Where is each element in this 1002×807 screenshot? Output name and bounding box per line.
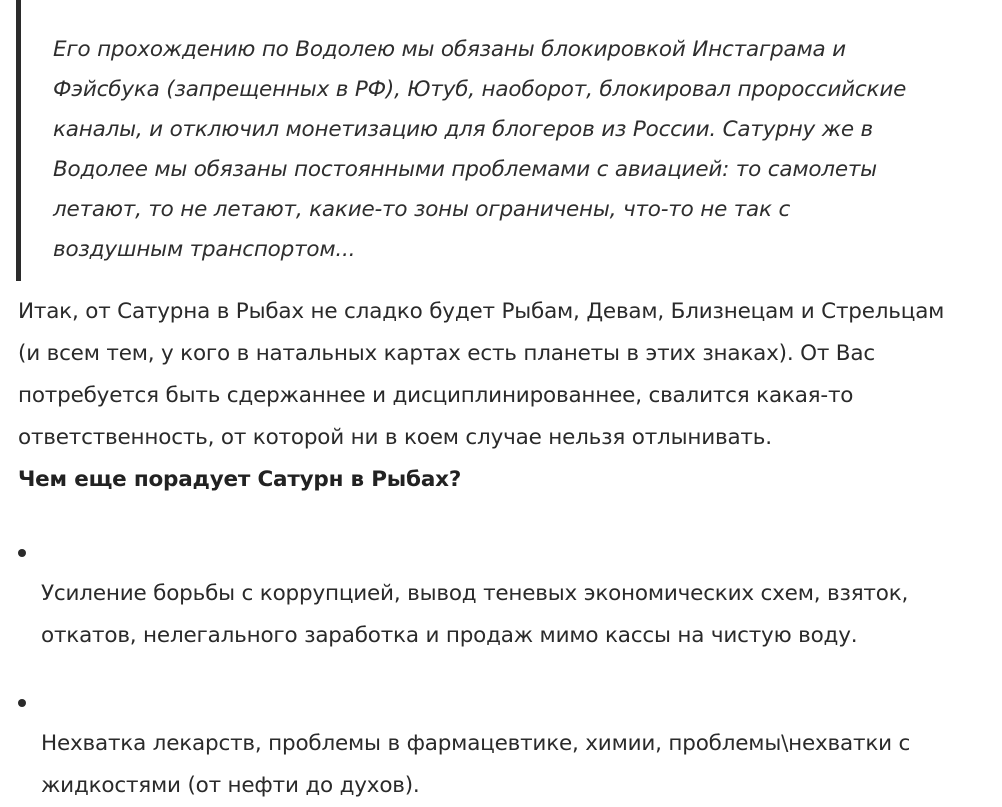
list-item <box>0 681 1002 807</box>
bullet-icon <box>18 549 26 557</box>
blockquote-text: Его прохождению по Водолею мы обязаны блокировкой Инстаграма и Фэйсбука (запрещенных в РФ), Ютуб, наоборот, блокировал пророссийские каналы, и отключил монетизацию для блогеров из России. Сатурну же в Водолее мы обязаны постоянными проблемами с авиацией: то самолеты летают, то не летают, какие-то зоны ограничены, что-то не так с воздушным транспортом... <box>53 37 907 262</box>
bullet-list <box>0 531 1002 807</box>
list-item-text: Нехватка лекарств, проблемы в фармацевтике, химии, проблемы\нехватки с жидкостями (от нефти до духов). <box>41 731 911 798</box>
body-paragraph: Итак, от Сатурна в Рыбах не сладко будет Рыбам, Девам, Близнецам и Стрельцам (и всем тем, у кого в натальных картах есть планеты в этих знаках). От Вас потребуется быть сдержаннее и дисциплинированнее, свалится какая-то ответственность, от которой ни в коем случае нельзя отлынивать. <box>18 299 945 450</box>
blockquote <box>16 0 976 281</box>
bullet-icon <box>18 699 26 707</box>
list-item-text: Усиление борьбы с коррупцией, вывод теневых экономических схем, взяток, откатов, нелегального заработка и продаж мимо кассы на чистую воду. <box>41 581 909 648</box>
section-heading: Чем еще порадует Сатурн в Рыбах? <box>18 467 462 492</box>
list-item <box>0 531 1002 657</box>
